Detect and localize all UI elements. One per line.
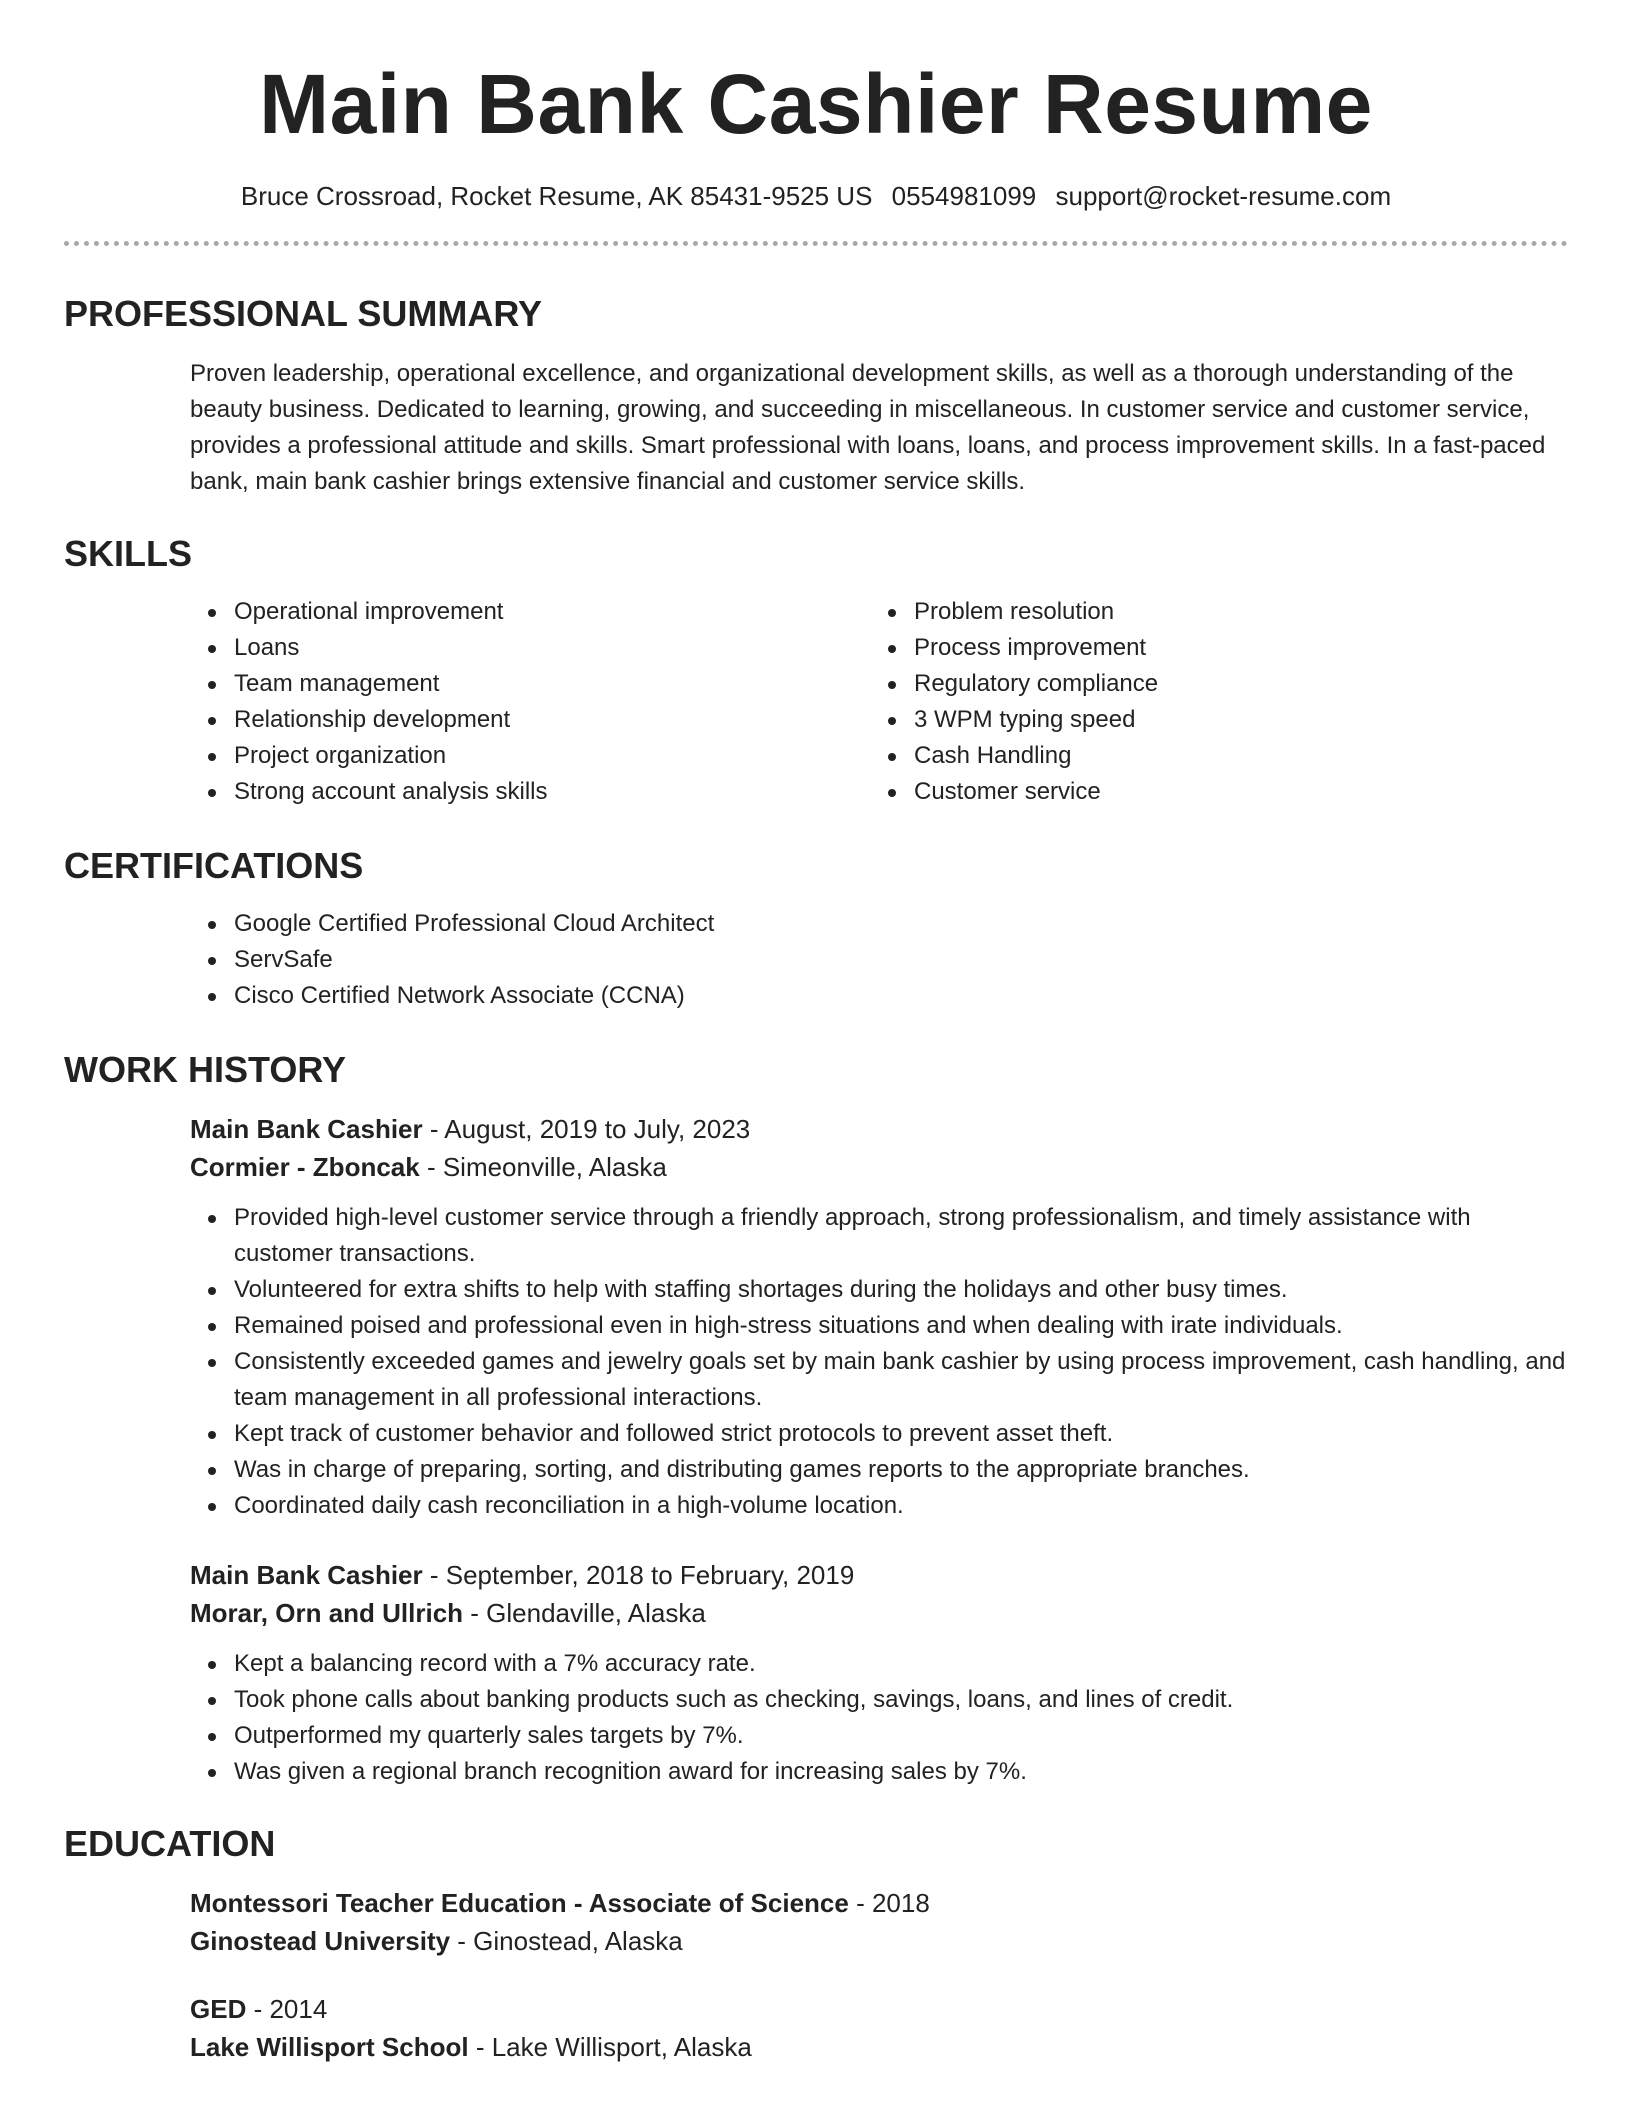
education-year: - 2018 — [848, 1888, 930, 1918]
job-entry — [64, 1556, 1568, 1790]
job-title-line — [190, 1110, 1568, 1148]
skill-item: 3 WPM typing speed — [914, 702, 1550, 738]
job-bullet: Took phone calls about banking products such as checking, savings, loans, and lines of credit. — [234, 1682, 1568, 1718]
certification-item: ServSafe — [234, 942, 1568, 978]
contact-email: support@rocket-resume.com — [1055, 181, 1392, 211]
job-entry — [64, 1110, 1568, 1524]
job-bullet: Volunteered for extra shifts to help with staffing shortages during the holidays and other busy times. — [234, 1272, 1568, 1308]
summary-text: Proven leadership, operational excellence, and organizational development skills, as well as a thorough understanding of the beauty business. Dedicated to learning, growing, and succeeding in miscellaneous. In customer service and customer service, provides a professional attitude and skills. Smart professional with loans, loans, and process improvement skills. In a fast-paced bank, main bank cashier brings extensive financial and customer service skills. — [190, 360, 1546, 495]
education-school: Ginostead University — [190, 1926, 451, 1956]
job-bullet: Provided high-level customer service through a friendly approach, strong professionalism, and timely assistance with customer transactions. — [234, 1200, 1568, 1272]
certifications-section — [64, 844, 1568, 1014]
education-school: Lake Willisport School — [190, 2032, 469, 2062]
education-degree: GED — [190, 1994, 247, 2024]
education-section — [64, 1822, 1568, 2066]
summary-section — [64, 292, 1568, 500]
education-location: - Ginostead, Alaska — [450, 1926, 683, 1956]
summary-heading: PROFESSIONAL SUMMARY — [64, 293, 543, 334]
education-school-line — [190, 2028, 1568, 2066]
certification-item: Google Certified Professional Cloud Architect — [234, 906, 1568, 942]
skill-item: Strong account analysis skills — [234, 774, 870, 810]
job-title: Main Bank Cashier — [190, 1114, 423, 1144]
skills-heading: SKILLS — [64, 533, 193, 574]
job-bullet: Outperformed my quarterly sales targets by 7%. — [234, 1718, 1568, 1754]
certifications-heading: CERTIFICATIONS — [64, 845, 364, 886]
education-location: - Lake Willisport, Alaska — [468, 2032, 752, 2062]
job-bullet: Was in charge of preparing, sorting, and distributing games reports to the appropriate branches. — [234, 1452, 1568, 1488]
education-degree-line — [190, 1884, 1568, 1922]
skill-item: Loans — [234, 630, 870, 666]
contact-address: Bruce Crossroad, Rocket Resume, AK 85431-9525 US — [240, 181, 873, 211]
job-company: Morar, Orn and Ullrich — [190, 1598, 464, 1628]
job-bullet: Kept track of customer behavior and followed strict protocols to prevent asset theft. — [234, 1416, 1568, 1452]
resume-page — [64, 0, 1568, 2066]
skill-item: Project organization — [234, 738, 870, 774]
work-history-heading: WORK HISTORY — [64, 1049, 347, 1090]
job-title-line — [190, 1556, 1568, 1594]
skill-item: Relationship development — [234, 702, 870, 738]
education-school-line — [190, 1922, 1568, 1960]
job-company: Cormier - Zboncak — [190, 1152, 420, 1182]
job-location: - Simeonville, Alaska — [419, 1152, 667, 1182]
certification-item: Cisco Certified Network Associate (CCNA) — [234, 978, 1568, 1014]
skill-item: Customer service — [914, 774, 1550, 810]
skills-section — [64, 532, 1568, 810]
job-bullet: Remained poised and professional even in high-stress situations and when dealing with irate individuals. — [234, 1308, 1568, 1344]
skills-column-left — [190, 594, 870, 810]
job-bullet: Coordinated daily cash reconciliation in a high-volume location. — [234, 1488, 1568, 1524]
job-company-line — [190, 1594, 1568, 1632]
work-history-section — [64, 1048, 1568, 1790]
job-dates: - August, 2019 to July, 2023 — [422, 1114, 751, 1144]
contact-line — [64, 178, 1568, 214]
skill-item: Operational improvement — [234, 594, 870, 630]
job-bullet: Was given a regional branch recognition award for increasing sales by 7%. — [234, 1754, 1568, 1790]
skills-column-right — [870, 594, 1550, 810]
skill-item: Regulatory compliance — [914, 666, 1550, 702]
education-heading: EDUCATION — [64, 1823, 276, 1864]
contact-phone: 0554981099 — [891, 181, 1037, 211]
job-title: Main Bank Cashier — [190, 1560, 423, 1590]
job-bullet: Consistently exceeded games and jewelry goals set by main bank cashier by using process improvement, cash handling, and team management in all professional interactions. — [234, 1344, 1568, 1416]
job-location: - Glendaville, Alaska — [463, 1598, 706, 1628]
resume-title: Main Bank Cashier Resume — [259, 57, 1373, 151]
education-degree: Montessori Teacher Education - Associate of Science — [190, 1888, 849, 1918]
education-entry — [64, 1884, 1568, 1960]
skill-item: Process improvement — [914, 630, 1550, 666]
education-degree-line — [190, 1990, 1568, 2028]
job-company-line — [190, 1148, 1568, 1186]
skill-item: Problem resolution — [914, 594, 1550, 630]
education-entry — [64, 1990, 1568, 2066]
education-year: - 2014 — [246, 1994, 328, 2024]
job-dates: - September, 2018 to February, 2019 — [422, 1560, 855, 1590]
job-bullet: Kept a balancing record with a 7% accuracy rate. — [234, 1646, 1568, 1682]
skill-item: Team management — [234, 666, 870, 702]
skill-item: Cash Handling — [914, 738, 1550, 774]
header-divider — [64, 241, 1568, 246]
